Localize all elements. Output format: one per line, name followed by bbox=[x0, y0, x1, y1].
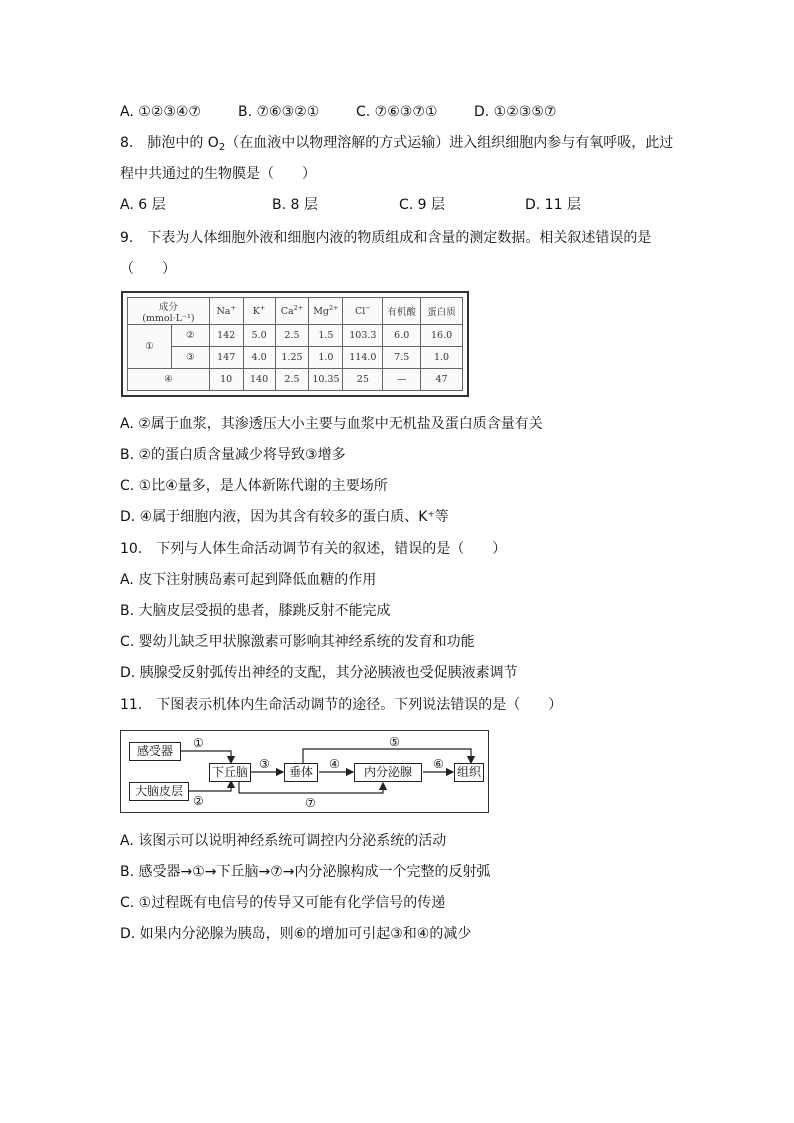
q9-stem-line1: 9. 下表为人体细胞外液和细胞内液的物质组成和含量的测定数据。相关叙述错误的是 bbox=[120, 230, 652, 246]
ion-ca-base: Ca bbox=[280, 306, 294, 318]
q11-option-d: D. 如果内分泌腺为胰岛，则⑥的增加可引起③和④的减少 bbox=[120, 926, 472, 942]
q11-option-a: A. 该图示可以说明神经系统可调控内分泌系统的活动 bbox=[120, 833, 447, 849]
ion-na-charge: + bbox=[230, 304, 236, 313]
arrow-2 bbox=[189, 781, 231, 791]
q8-option-c: C. 9 层 bbox=[399, 197, 446, 213]
ion-cl-charge: − bbox=[365, 304, 371, 313]
q8-option-b: B. 8 层 bbox=[272, 197, 318, 213]
node-pituitary: 垂体 bbox=[284, 763, 318, 782]
q11-option-c: C. ①过程既有电信号的传导又可能有化学信号的传递 bbox=[120, 895, 446, 911]
ion-k-base: K bbox=[252, 306, 260, 318]
header-k bbox=[243, 298, 275, 325]
table-cell: 10.35 bbox=[309, 369, 343, 391]
table-cell: 7.5 bbox=[383, 347, 421, 369]
row-label: ④ bbox=[128, 369, 210, 391]
row-label: ② bbox=[171, 325, 209, 347]
table-cell: 4.0 bbox=[243, 347, 275, 369]
q8-option-a: A. 6 层 bbox=[120, 197, 166, 213]
header-organic-acid: 有机酸 bbox=[383, 298, 421, 325]
header-ca bbox=[275, 298, 309, 325]
label-7: ⑦ bbox=[305, 796, 316, 810]
q9-option-a: A. ②属于血浆，其渗透压大小主要与血浆中无机盐及蛋白质含量有关 bbox=[120, 416, 543, 432]
q10-option-b: B. 大脑皮层受损的患者，膝跳反射不能完成 bbox=[120, 603, 391, 619]
table-cell: 2.5 bbox=[275, 325, 309, 347]
table-cell: 1.0 bbox=[421, 347, 463, 369]
table-cell: 25 bbox=[343, 369, 383, 391]
q11-stem: 11. 下图表示机体内生命活动调节的途径。下列说法错误的是（ ） bbox=[120, 697, 563, 713]
q8-stem-subscript: 2 bbox=[218, 142, 226, 153]
row-group-label: ① bbox=[128, 325, 172, 369]
q10-stem: 10. 下列与人体生命活动调节有关的叙述，错误的是（ ） bbox=[120, 541, 507, 557]
q9-option-d: D. ④属于细胞内液，因为其含有较多的蛋白质、K⁺等 bbox=[120, 509, 449, 525]
table-cell: 1.5 bbox=[309, 325, 343, 347]
node-cerebral-cortex: 大脑皮层 bbox=[129, 782, 189, 801]
node-hypothalamus: 下丘脑 bbox=[209, 763, 251, 782]
ion-k-charge: + bbox=[259, 304, 266, 313]
q9-data-table bbox=[127, 297, 463, 391]
table-cell: 16.0 bbox=[421, 325, 463, 347]
q8-option-d: D. 11 层 bbox=[525, 197, 581, 213]
header-protein: 蛋白质 bbox=[421, 298, 463, 325]
label-1: ① bbox=[193, 736, 204, 750]
q10-option-c: C. 婴幼儿缺乏甲状腺激素可影响其神经系统的发育和功能 bbox=[120, 634, 475, 650]
ion-cl-base: Cl bbox=[354, 306, 366, 318]
node-tissue: 组织 bbox=[454, 763, 484, 782]
table-cell: 140 bbox=[243, 369, 275, 391]
arrow-1 bbox=[181, 751, 231, 763]
q10-option-d: D. 胰腺受反射弧传出神经的支配，其分泌胰液也受促胰液素调节 bbox=[120, 665, 518, 681]
header-cl bbox=[343, 298, 383, 325]
table-cell: 147 bbox=[209, 347, 243, 369]
arrow-7 bbox=[239, 781, 383, 793]
q8-stem-pre: 8. 肺泡中的 O bbox=[120, 135, 219, 151]
header-mg bbox=[309, 298, 343, 325]
ion-mg-base: Mg bbox=[313, 306, 330, 318]
q10-option-a: A. 皮下注射胰岛素可起到降低血糖的作用 bbox=[120, 572, 377, 588]
ion-mg-charge: 2+ bbox=[329, 304, 339, 313]
table-row bbox=[128, 369, 463, 391]
label-2: ② bbox=[193, 794, 204, 808]
q8-stem-line2: 程中共通过的生物膜是（ ） bbox=[120, 166, 316, 182]
table-cell: 114.0 bbox=[343, 347, 383, 369]
node-receptor: 感受器 bbox=[129, 742, 181, 761]
q7-option-b: B. ⑦⑥③②① bbox=[238, 104, 320, 120]
table-cell: 47 bbox=[421, 369, 463, 391]
q7-option-a: A. ①②③④⑦ bbox=[120, 104, 201, 120]
header-unit-label: (mmol·L⁻¹) bbox=[142, 312, 195, 324]
table-row bbox=[128, 347, 463, 369]
table-row bbox=[128, 325, 463, 347]
q11-option-b: B. 感受器→①→下丘脑→⑦→内分泌腺构成一个完整的反射弧 bbox=[120, 864, 491, 880]
ion-ca-charge: 2+ bbox=[293, 304, 304, 313]
table-header-component bbox=[128, 298, 210, 325]
table-header-row bbox=[128, 298, 463, 325]
table-cell: 1.0 bbox=[309, 347, 343, 369]
table-cell: 2.5 bbox=[275, 369, 309, 391]
q7-option-d: D. ①②③⑤⑦ bbox=[474, 104, 557, 120]
row-label: ③ bbox=[171, 347, 209, 369]
table-cell: 1.25 bbox=[275, 347, 309, 369]
table-cell: — bbox=[383, 369, 421, 391]
q8-stem-line1 bbox=[120, 133, 673, 158]
q9-table-frame bbox=[121, 291, 469, 397]
q11-regulation-diagram bbox=[120, 730, 489, 813]
q7-option-c: C. ⑦⑥③⑦① bbox=[356, 104, 438, 120]
table-cell: 142 bbox=[209, 325, 243, 347]
label-5: ⑤ bbox=[389, 735, 400, 749]
table-cell: 6.0 bbox=[383, 325, 421, 347]
q8-stem-post: （在血液中以物理溶解的方式运输）进入组织细胞内参与有氧呼吸，此过 bbox=[225, 135, 674, 151]
label-3: ③ bbox=[259, 757, 270, 771]
table-cell: 5.0 bbox=[243, 325, 275, 347]
header-na bbox=[209, 298, 243, 325]
table-cell: 103.3 bbox=[343, 325, 383, 347]
q9-stem-line2: （ ） bbox=[120, 261, 176, 277]
header-component-label: 成分 bbox=[158, 301, 178, 313]
node-endocrine-gland: 内分泌腺 bbox=[354, 763, 422, 782]
label-6: ⑥ bbox=[433, 757, 444, 771]
q9-option-c: C. ①比④量多，是人体新陈代谢的主要场所 bbox=[120, 478, 388, 494]
q9-option-b: B. ②的蛋白质含量减少将导致③增多 bbox=[120, 447, 346, 463]
table-cell: 10 bbox=[209, 369, 243, 391]
ion-na-base: Na bbox=[216, 306, 231, 318]
label-4: ④ bbox=[329, 757, 340, 771]
